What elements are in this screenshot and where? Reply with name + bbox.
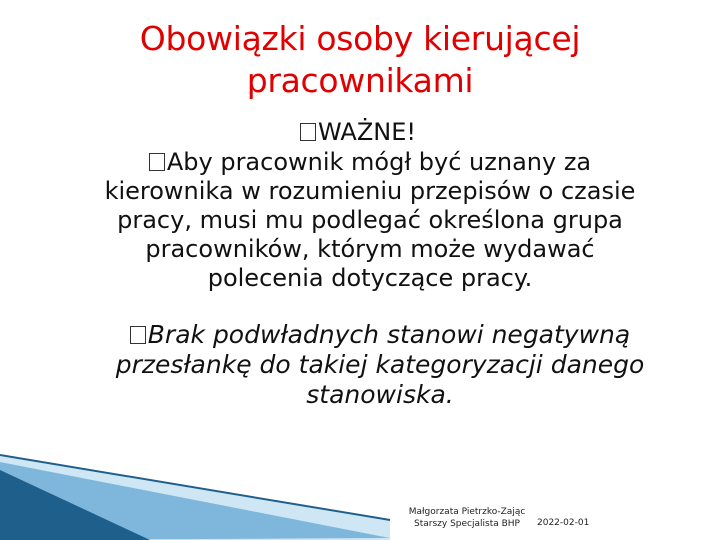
footer-author-name: Małgorzata Pietrzko-Zając: [408, 507, 526, 517]
square-bullet-icon: [130, 326, 146, 344]
square-bullet-icon: [300, 123, 316, 141]
italic-line-2: przesłankę do takiej kategoryzacji danego: [115, 350, 645, 379]
slide-title: [0, 18, 720, 102]
decor-swoosh-mid: [0, 462, 390, 540]
italic-line-1: [95, 320, 665, 350]
footer-author: [392, 506, 542, 530]
main-paragraph: [70, 148, 670, 293]
main-line-1: [70, 148, 670, 177]
important-line: [300, 118, 500, 147]
italic-paragraph: [95, 320, 665, 410]
footer-author-role: Starszy Specjalista BHP: [414, 519, 520, 529]
decor-line: [0, 455, 390, 520]
italic-line-3: stanowiska.: [306, 380, 454, 409]
main-line-2: kierownika w rozumieniu przepisów o czasie: [104, 177, 636, 205]
main-line-1-text: Aby pracownik mógł być uznany za: [166, 148, 592, 176]
italic-line-1-text: Brak podwładnych stanowi negatywną: [147, 320, 631, 349]
square-bullet-icon: [149, 153, 165, 171]
title-line-2: pracownikami: [246, 61, 474, 100]
decor-swoosh-dark: [0, 470, 150, 540]
decor-swoosh-light: [0, 455, 390, 540]
main-line-4: pracowników, którym może wydawać: [145, 235, 595, 263]
title-line-1: Obowiązki osoby kierującej: [139, 19, 581, 58]
main-line-3: pracy, musi mu podlegać określona grupa: [117, 206, 623, 234]
important-label: WAŻNE!: [318, 118, 417, 146]
main-line-5: polecenia dotyczące pracy.: [207, 264, 533, 292]
footer-date: 2022-02-01: [537, 518, 590, 528]
